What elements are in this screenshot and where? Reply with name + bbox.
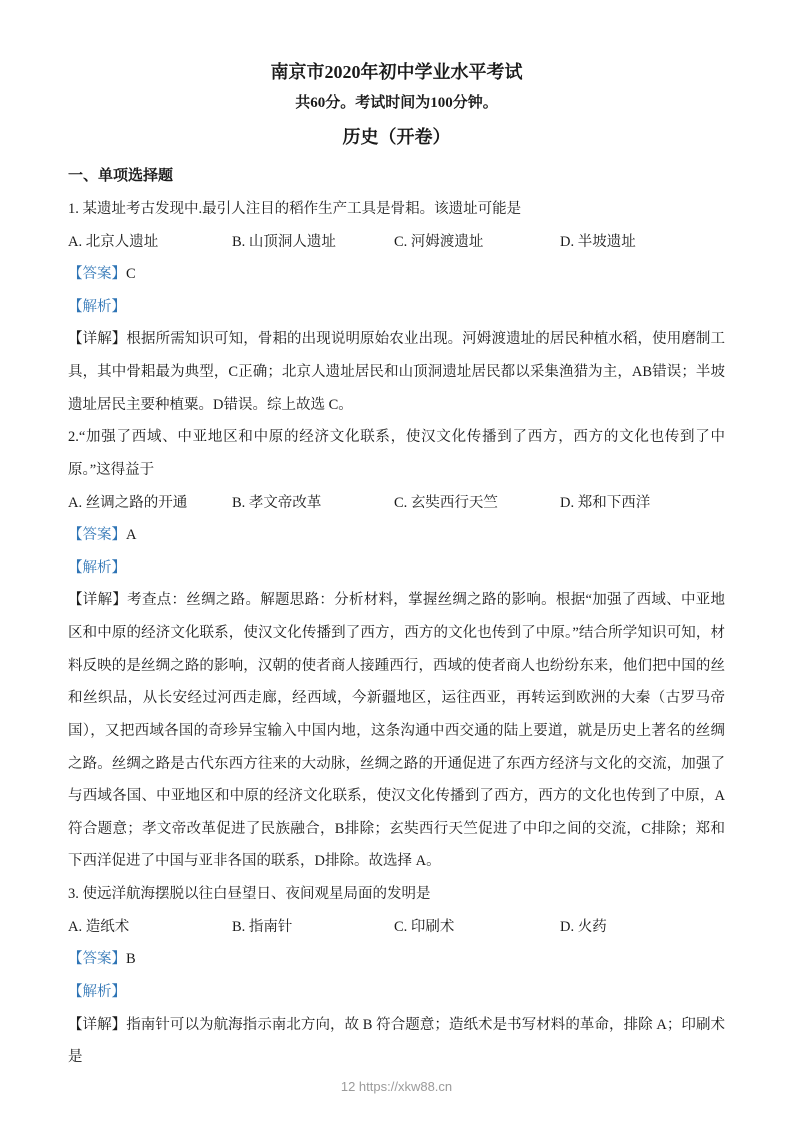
- question-3-option-c: C. 印刷术: [394, 918, 455, 935]
- question-1-option-b: B. 山顶洞人遗址: [232, 233, 336, 250]
- question-3: [68, 878, 725, 1074]
- question-3-detail-text: 指南针可以为航海指示南北方向，故 B 符合题意；造纸术是书写材料的革命，排除 A；印刷术是: [68, 1016, 726, 1066]
- question-3-options: [68, 911, 725, 944]
- question-3-detail: [68, 1009, 725, 1074]
- question-1-answer-line: [68, 258, 725, 291]
- question-2-answer-line: [68, 519, 725, 552]
- question-3-option-a: A. 造纸术: [68, 918, 130, 935]
- question-2-options: [68, 487, 725, 520]
- question-2-option-a: A. 丝调之路的开通: [68, 494, 188, 511]
- question-1-options: [68, 226, 725, 259]
- question-1-option-c: C. 河姆渡遗址: [394, 233, 484, 250]
- question-3-option-d: D. 火药: [560, 918, 607, 935]
- analysis-label: 【解析】: [68, 559, 126, 576]
- question-2: [68, 421, 725, 878]
- answer-label: 【答案】: [68, 266, 126, 283]
- question-3-answer-line: [68, 943, 725, 976]
- detail-label: 【详解】: [68, 331, 127, 348]
- question-3-answer-value: B: [126, 951, 136, 968]
- question-2-answer-value: A: [126, 527, 137, 544]
- exam-subject: 历史（开卷）: [342, 126, 451, 147]
- question-3-analysis-line: [68, 976, 725, 1009]
- question-1-detail-text: 根据所需知识可知，骨耜的出现说明原始农业出现。河姆渡遗址的居民种植水稻，使用磨制工具，其中骨耜最为典型，C正确；北京人遗址居民和山顶洞遗址居民都以采集渔猎为主，AB错误；半坡遗址居民主要种植粟。D错误。综上故选 C。: [68, 331, 726, 413]
- analysis-label: 【解析】: [68, 298, 126, 315]
- question-1-analysis-line: [68, 291, 725, 324]
- question-1: [68, 193, 725, 421]
- exam-info: 共60分。考试时间为100分钟。: [295, 94, 498, 111]
- exam-title: 南京市2020年初中学业水平考试: [270, 62, 523, 82]
- section-heading: 一、单项选择题: [68, 167, 174, 184]
- question-2-detail: [68, 584, 725, 878]
- question-3-option-b: B. 指南针: [232, 918, 293, 935]
- question-2-analysis-line: [68, 552, 725, 585]
- question-3-stem: 3. 使远洋航海摆脱以往白昼望日、夜间观星局面的发明是: [68, 886, 431, 903]
- question-2-option-c: C. 玄奘西行天竺: [394, 494, 498, 511]
- analysis-label: 【解析】: [68, 983, 126, 1000]
- question-1-detail: [68, 323, 725, 421]
- question-1-option-a: A. 北京人遗址: [68, 233, 159, 250]
- detail-label: 【详解】: [68, 1016, 127, 1033]
- question-1-stem: 1. 某遗址考古发现中.最引人注目的稻作生产工具是骨耜。该遗址可能是: [68, 200, 522, 217]
- question-1-option-d: D. 半坡遗址: [560, 233, 636, 250]
- page-footer: 12 https://xkw88.cn: [340, 1079, 453, 1094]
- answer-label: 【答案】: [68, 951, 126, 968]
- question-2-stem: 2.“加强了西域、中亚地区和中原的经济文化联系，使汉文化传播到了西方，西方的文化也传到了中原。”这得益于: [68, 429, 725, 478]
- question-2-detail-text: 考查点：丝绸之路。解题思路：分析材料，掌握丝绸之路的影响。根据“加强了西域、中亚地区和中原的经济文化联系，使汉文化传播到了西方，西方的文化也传到了中原。”结合所学知识可知，材料反映的是丝绸之路的影响，汉朝的使者商人接踵西行，西域的使者商人也纷纷东来，他们把中国的丝和丝织品，从长安经过河西走廊，经西域，今新疆地区，运往西亚，再转运到欧洲的大秦（古罗马帝国），又把西域各国的奇珍异宝输入中国内地，这条沟通中西交通的陆上要道，就是历史上著名的丝绸之路。丝绸之路是古代东西方往来的大动脉，丝绸之路的开通促进了东西方经济与文化的交流，加强了与西域各国、中亚地区和中原的经济文化联系，使汉文化传播到了西方，西方的文化也传到了中原，A符合题意；孝文帝改革促进了民族融合，B排除；玄奘西行天竺促进了中印之间的交流，C排除；郑和下西洋促进了中国与亚非各国的联系，D排除。故选择 A。: [68, 592, 726, 870]
- question-2-option-d: D. 郑和下西洋: [560, 494, 651, 511]
- question-1-answer-value: C: [126, 266, 136, 283]
- detail-label: 【详解】: [68, 592, 128, 609]
- question-2-option-b: B. 孝文帝改革: [232, 494, 322, 511]
- answer-label: 【答案】: [68, 527, 126, 544]
